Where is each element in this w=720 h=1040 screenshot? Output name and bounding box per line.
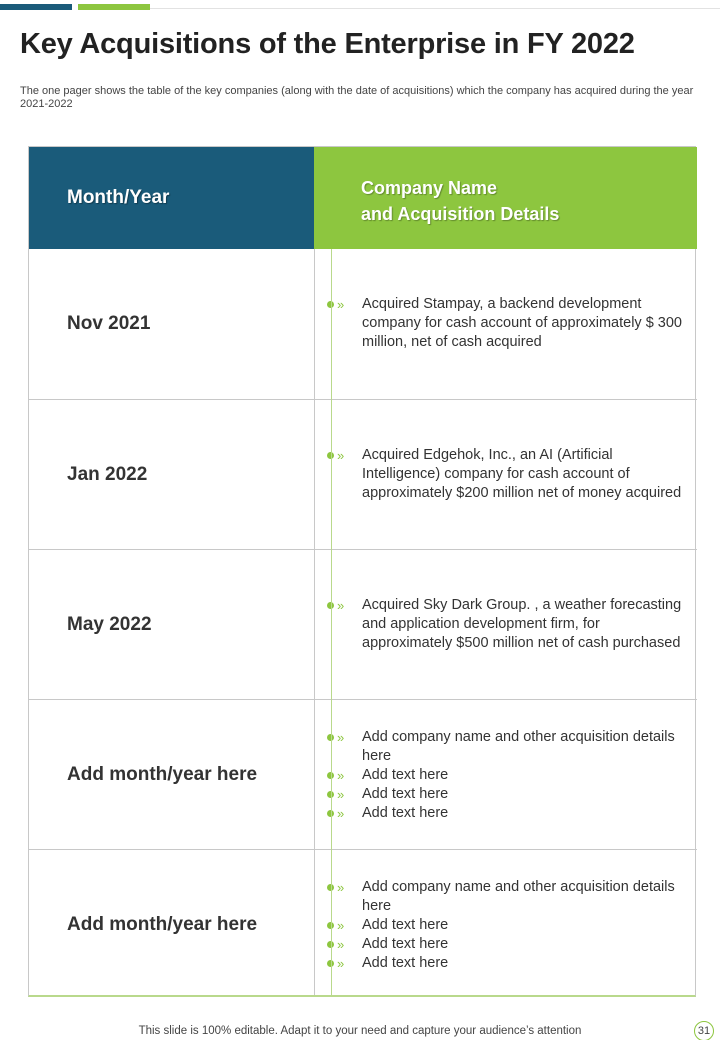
double-chevron-right-icon: »	[337, 448, 344, 463]
accent-segment-green	[78, 4, 150, 10]
row-details	[327, 878, 689, 973]
detail-item	[327, 878, 689, 916]
row-month-year: Add month/year here	[67, 764, 258, 785]
detail-text: Add company name and other acquisition details here	[362, 879, 675, 914]
footer-note: This slide is 100% editable. Adapt it to your need and capture your audience’s attention	[138, 1025, 582, 1037]
detail-text: Add text here	[362, 936, 449, 952]
detail-item	[327, 446, 689, 503]
detail-item	[327, 766, 689, 785]
row-month-year: May 2022	[67, 614, 152, 635]
detail-text: Acquired Edgehok, Inc., an AI (Artificial Intelligence) company for cash account of approximately $200 million net of money acquired	[362, 447, 682, 501]
timeline-line	[331, 249, 332, 995]
detail-text: Add text here	[362, 955, 449, 971]
double-chevron-right-icon: »	[337, 937, 344, 952]
detail-item	[327, 804, 689, 823]
detail-text: Add company name and other acquisition details here	[362, 729, 675, 764]
header-company-details-label	[361, 175, 559, 227]
row-month-year: Add month/year here	[67, 914, 258, 935]
row-details	[327, 295, 689, 352]
row-month-year: Nov 2021	[67, 313, 151, 334]
accent-rule	[150, 8, 720, 9]
page-subtitle: The one pager shows the table of the key companies (along with the date of acquisitions) which the company has acquired during the year 2021-2022	[20, 85, 694, 110]
row-month-year: Jan 2022	[67, 464, 148, 485]
table-row	[29, 249, 697, 399]
double-chevron-right-icon: »	[337, 768, 344, 783]
double-chevron-right-icon: »	[337, 880, 344, 895]
header-company-details	[314, 147, 697, 249]
detail-text: Acquired Stampay, a backend development company for cash account of approximately $ 300 million, net of cash acquired	[362, 296, 682, 350]
top-accent-bar	[0, 0, 720, 10]
table-row	[29, 699, 697, 849]
page-title: Key Acquisitions of the Enterprise in FY 2022	[20, 28, 635, 60]
double-chevron-right-icon: »	[337, 297, 344, 312]
detail-item	[327, 295, 689, 352]
table-row	[29, 399, 697, 549]
detail-text: Add text here	[362, 767, 449, 783]
detail-text: Add text here	[362, 805, 449, 821]
double-chevron-right-icon: »	[337, 806, 344, 821]
detail-item	[327, 935, 689, 954]
header-month-year	[29, 147, 314, 249]
double-chevron-right-icon: »	[337, 918, 344, 933]
row-details	[327, 446, 689, 503]
double-chevron-right-icon: »	[337, 730, 344, 745]
double-chevron-right-icon: »	[337, 787, 344, 802]
header-company-line1: Company Name	[361, 178, 498, 198]
detail-item	[327, 596, 689, 653]
detail-item	[327, 954, 689, 973]
detail-text: Acquired Sky Dark Group. , a weather forecasting and application development firm, for approximately $500 million net of cash purchased	[362, 597, 682, 651]
double-chevron-right-icon: »	[337, 956, 344, 971]
row-details	[327, 728, 689, 823]
detail-item	[327, 728, 689, 766]
header-company-line2: and Acquisition Details	[361, 204, 560, 224]
table-row	[29, 549, 697, 699]
table-row	[29, 849, 697, 999]
page-number: 31	[694, 1021, 714, 1040]
double-chevron-right-icon: »	[337, 598, 344, 613]
accent-segment-blue	[0, 4, 72, 10]
detail-item	[327, 785, 689, 804]
acquisitions-table	[28, 146, 696, 997]
header-month-year-label: Month/Year	[67, 187, 170, 208]
detail-item	[327, 916, 689, 935]
detail-text: Add text here	[362, 786, 449, 802]
row-details	[327, 596, 689, 653]
detail-text: Add text here	[362, 917, 449, 933]
column-divider	[314, 249, 315, 995]
